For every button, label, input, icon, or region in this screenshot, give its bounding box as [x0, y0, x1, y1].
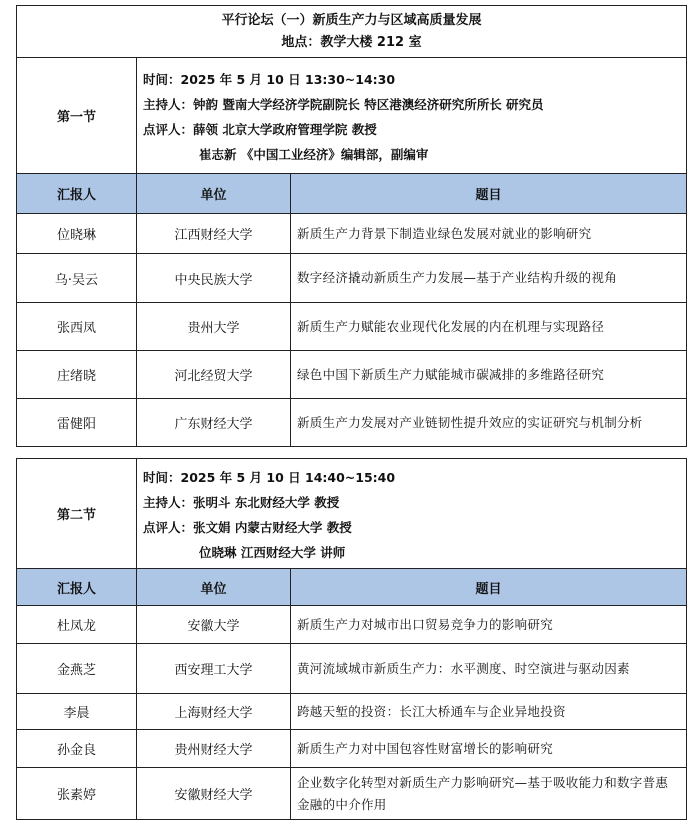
presentation-topic: 新质生产力发展对产业链韧性提升效应的实证研究与机制分析 — [291, 399, 687, 447]
presentation-topic: 新质生产力赋能农业现代化发展的内在机理与实现路径 — [291, 303, 687, 351]
presentation-topic: 跨越天堑的投资：长江大桥通车与企业异地投资 — [291, 694, 687, 730]
forum-title: 平行论坛（一）新质生产力与区域高质量发展 — [221, 12, 482, 28]
presenter-name: 孙金良 — [17, 730, 137, 768]
presenter-unit: 安徽大学 — [137, 606, 291, 644]
presentation-topic: 新质生产力对城市出口贸易竞争力的影响研究 — [291, 606, 687, 644]
session-time: 时间：2025 年 5 月 10 日 13:30~14:30 — [143, 71, 396, 87]
presenter-unit: 中央民族大学 — [137, 254, 291, 303]
table-row — [17, 730, 687, 768]
presenter-unit: 西安理工大学 — [137, 644, 291, 694]
session-host: 主持人：张明斗 东北财经大学 教授 — [143, 494, 340, 510]
presentation-topic: 新质生产力背景下制造业绿色发展对就业的影响研究 — [291, 214, 687, 254]
column-header-row — [17, 174, 687, 214]
presenter-unit: 上海财经大学 — [137, 694, 291, 730]
col-header-topic: 题目 — [291, 174, 687, 214]
presenter-name: 位晓琳 — [17, 214, 137, 254]
session-info — [137, 459, 687, 569]
presenter-name: 杜凤龙 — [17, 606, 137, 644]
table-row — [17, 303, 687, 351]
session-host: 主持人：钟韵 暨南大学经济学院副院长 特区港澳经济研究所所长 研究员 — [143, 96, 544, 112]
session-1-table — [16, 5, 687, 447]
presenter-unit: 贵州财经大学 — [137, 730, 291, 768]
presenter-name: 乌·吴云 — [17, 254, 137, 303]
presenter-name: 李晨 — [17, 694, 137, 730]
presenter-name: 金燕芝 — [17, 644, 137, 694]
presenter-unit: 贵州大学 — [137, 303, 291, 351]
table-row — [17, 399, 687, 447]
presentation-topic: 数字经济撬动新质生产力发展—基于产业结构升级的视角 — [291, 254, 687, 303]
presentation-topic: 企业数字化转型对新质生产力影响研究—基于吸收能力和数字普惠金融的中介作用 — [291, 768, 687, 820]
presenter-name: 张西凤 — [17, 303, 137, 351]
session-2-table — [16, 458, 687, 820]
presentation-topic: 黄河流域城市新质生产力：水平测度、时空演进与驱动因素 — [291, 644, 687, 694]
table-row — [17, 694, 687, 730]
presenter-name: 张素婷 — [17, 768, 137, 820]
presenter-unit: 安徽财经大学 — [137, 768, 291, 820]
table-row — [17, 254, 687, 303]
session-reviewer: 崔志新 《中国工业经济》编辑部，副编审 — [199, 146, 429, 162]
presenter-name: 庄绪晓 — [17, 351, 137, 399]
session-info — [137, 58, 687, 174]
session-reviewer: 点评人：张文娟 内蒙古财经大学 教授 — [143, 519, 352, 535]
col-header-topic: 题目 — [291, 569, 687, 606]
presentation-topic: 新质生产力对中国包容性财富增长的影响研究 — [291, 730, 687, 768]
table-row — [17, 644, 687, 694]
column-header-row — [17, 569, 687, 606]
session-reviewer: 点评人：薛领 北京大学政府管理学院 教授 — [143, 121, 377, 137]
session-reviewer: 位晓琳 江西财经大学 讲师 — [199, 544, 346, 560]
presenter-unit: 河北经贸大学 — [137, 351, 291, 399]
table-row — [17, 768, 687, 820]
session-time: 时间：2025 年 5 月 10 日 14:40~15:40 — [143, 469, 396, 485]
col-header-unit: 单位 — [137, 569, 291, 606]
presenter-unit: 江西财经大学 — [137, 214, 291, 254]
session-label: 第一节 — [17, 58, 137, 174]
table-row — [17, 351, 687, 399]
session-label: 第二节 — [17, 459, 137, 569]
forum-header — [17, 6, 687, 58]
table-row — [17, 606, 687, 644]
presenter-name: 雷健阳 — [17, 399, 137, 447]
presentation-topic: 绿色中国下新质生产力赋能城市碳减排的多维路径研究 — [291, 351, 687, 399]
col-header-presenter: 汇报人 — [17, 174, 137, 214]
presenter-unit: 广东财经大学 — [137, 399, 291, 447]
col-header-unit: 单位 — [137, 174, 291, 214]
col-header-presenter: 汇报人 — [17, 569, 137, 606]
table-row — [17, 214, 687, 254]
forum-location: 地点：教学大楼 212 室 — [281, 34, 422, 50]
